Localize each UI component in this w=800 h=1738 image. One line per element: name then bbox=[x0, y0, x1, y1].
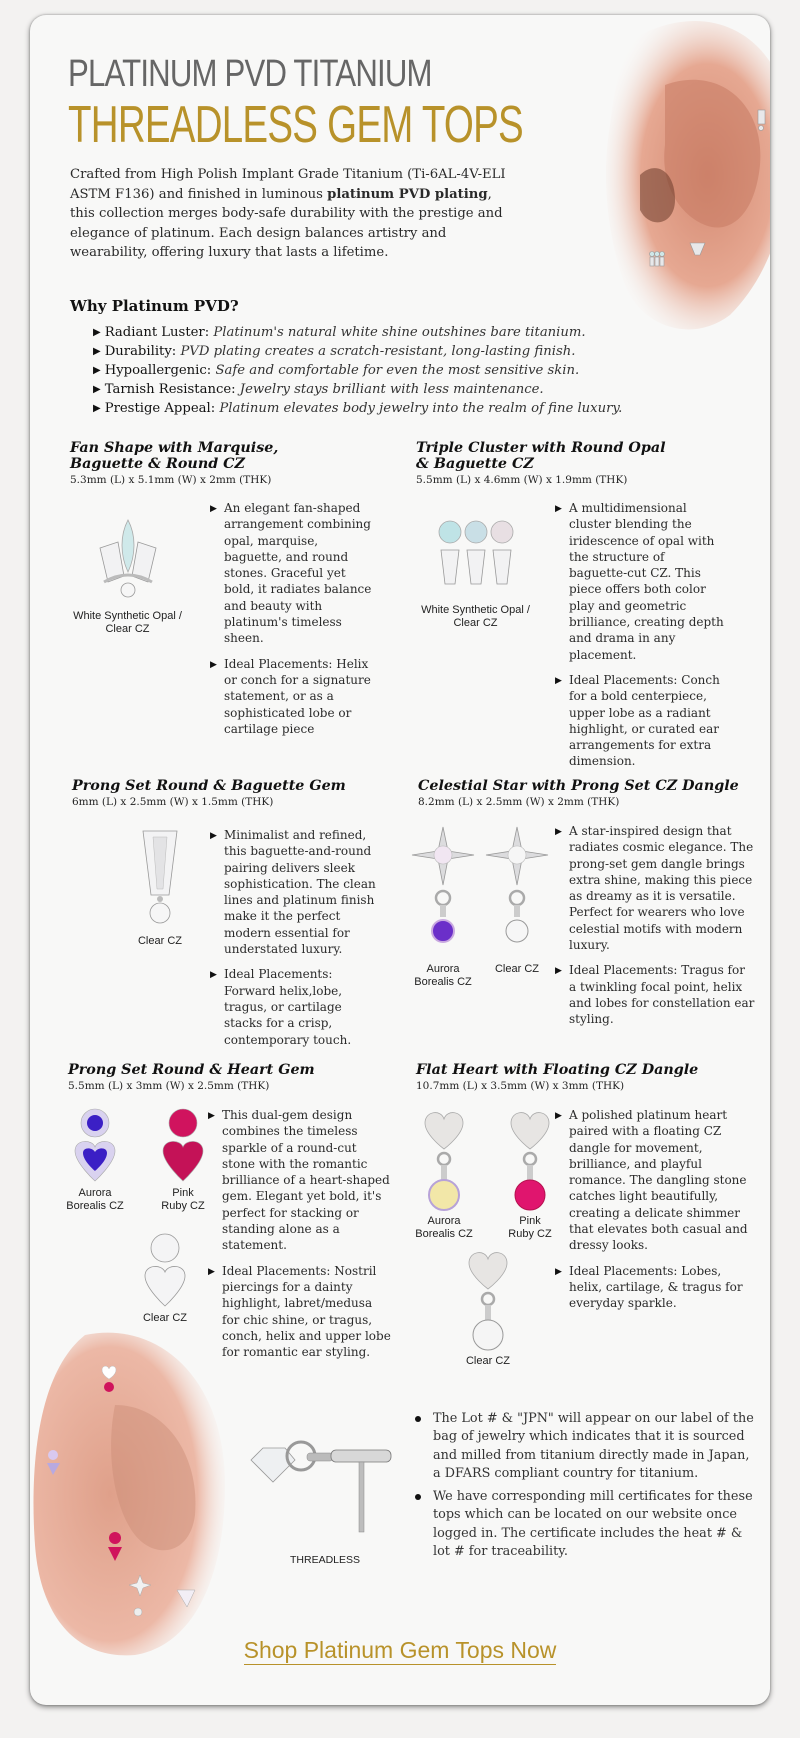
triangle-right-icon: ▶ bbox=[93, 384, 101, 395]
product-bullet bbox=[555, 1263, 755, 1312]
product-bullet bbox=[208, 1263, 393, 1361]
variant-opal-clear bbox=[413, 512, 538, 630]
variant-label-line2: Borealis CZ bbox=[66, 1200, 124, 1212]
why-desc: Jewelry stays brilliant with less maintenance. bbox=[239, 382, 544, 397]
why-desc: Platinum's natural white shine outshines bare titanium. bbox=[213, 325, 586, 340]
product-description bbox=[555, 823, 755, 1037]
triangle-right-icon: ▶ bbox=[93, 365, 101, 376]
heart-dangle-ruby-image bbox=[505, 1105, 555, 1215]
product-bullet bbox=[555, 1107, 755, 1254]
product-title-line2: & Baguette CZ bbox=[416, 456, 534, 472]
product-description bbox=[210, 500, 375, 746]
why-item bbox=[93, 380, 622, 399]
product-fan-shape bbox=[70, 440, 390, 486]
bullet-text: This dual-gem design combines the timeless sparkle of a round-cut stone with the romantic brilliance of a heart-shaped gem. Elegant yet bold, it's perfect for stacking or standing alone as a statement. bbox=[222, 1108, 390, 1253]
why-item bbox=[93, 323, 622, 342]
bullet-text: Ideal Placements: Conch for a bold centerpiece, upper lobe as a radiant highlight, or curated ear arrangements for extra dimension. bbox=[569, 672, 720, 769]
bullet-text: Ideal Placements: Nostril piercings for a dainty highlight, labret/medusa for chic shine, or tragus, conch, helix and upper lobe for romantic ear styling. bbox=[222, 1263, 391, 1360]
product-bullet bbox=[210, 500, 375, 647]
product-bullet bbox=[208, 1107, 393, 1254]
product-bullet bbox=[210, 827, 380, 957]
variant-label bbox=[408, 963, 478, 989]
triangle-right-icon: ▶ bbox=[210, 659, 217, 670]
variant-label-line1: Aurora bbox=[426, 963, 460, 975]
product-bullet bbox=[555, 823, 755, 953]
why-term: Durability: bbox=[104, 344, 177, 359]
variant-aurora-borealis bbox=[60, 1105, 130, 1213]
threadless-pin-image bbox=[245, 1420, 405, 1550]
variant-label-line1: White Synthetic Opal / bbox=[73, 610, 182, 622]
variant-label-line2: Clear CZ bbox=[105, 623, 150, 635]
triangle-right-icon: ▶ bbox=[93, 403, 101, 414]
why-term: Hypoallergenic: bbox=[104, 363, 212, 378]
product-title: Flat Heart with Floating CZ Dangle bbox=[416, 1062, 699, 1078]
product-dimensions: 5.5mm (L) x 3mm (W) x 2.5mm (THK) bbox=[68, 1080, 270, 1092]
why-list bbox=[93, 323, 622, 418]
threadless-label: THREADLESS bbox=[289, 1554, 361, 1566]
product-prong-round-baguette bbox=[72, 778, 392, 808]
intro-paragraph bbox=[70, 165, 510, 263]
variant-label-line2: Borealis CZ bbox=[415, 1228, 473, 1240]
bullet-text: Minimalist and refined, this baguette-and-round pairing delivers sleek sophistication. The clean lines and platinum finish make it the perfect modern essential for understated luxury. bbox=[224, 828, 376, 957]
why-item bbox=[93, 361, 622, 380]
product-description bbox=[210, 827, 380, 1057]
variant-label-line2: Ruby CZ bbox=[508, 1228, 552, 1240]
product-title-line1: Triple Cluster with Round Opal bbox=[416, 440, 666, 456]
triangle-right-icon: ▶ bbox=[208, 1266, 215, 1277]
variant-aurora-borealis bbox=[408, 1105, 480, 1241]
product-dimensions: 6mm (L) x 2.5mm (W) x 1.5mm (THK) bbox=[72, 796, 274, 808]
threadless-diagram bbox=[240, 1420, 410, 1567]
variant-label bbox=[413, 604, 538, 630]
why-item bbox=[93, 342, 622, 361]
product-title-line2: Baguette & Round CZ bbox=[70, 456, 245, 472]
triangle-right-icon: ▶ bbox=[555, 504, 562, 514]
info-text: The Lot # & "JPN" will appear on our label of the bag of jewelry which indicates that it is sourced and milled from titanium directly made in Japan, a DFARS compliant country for titanium. bbox=[433, 1411, 754, 1481]
variant-label: Clear CZ bbox=[137, 935, 182, 947]
product-triple-cluster bbox=[416, 440, 746, 486]
bullet-text: Ideal Placements: Lobes, helix, cartilage, & tragus for everyday sparkle. bbox=[569, 1263, 743, 1311]
info-text: We have corresponding mill certificates for these tops which can be located on our website once logged in. The certificate includes the heat # & lot # for traceability. bbox=[433, 1489, 753, 1560]
triangle-right-icon: ▶ bbox=[555, 966, 562, 977]
variant-aurora-borealis bbox=[408, 823, 478, 989]
dot-icon bbox=[415, 1494, 421, 1500]
cta-container bbox=[200, 1637, 600, 1664]
bullet-text: A polished platinum heart paired with a floating CZ dangle for movement, brilliance, and playful romance. The dangling stone catches light beautifully, creating a delicate shimmer that elevates both casual and dressy looks. bbox=[569, 1108, 748, 1253]
triangle-right-icon: ▶ bbox=[555, 675, 562, 686]
triangle-right-icon: ▶ bbox=[93, 346, 101, 357]
info-list bbox=[415, 1410, 760, 1566]
bullet-text: A star-inspired design that radiates cosmic elegance. The prong-set gem dangle brings extra shine, making this piece as dreamy as it is versatile. Perfect for wearers who love celestial motifs with modern luxury. bbox=[569, 824, 754, 953]
bullet-text: Ideal Placements: Helix or conch for a signature statement, or as a sophisticated lobe or cartilage piece bbox=[224, 656, 371, 736]
info-item bbox=[415, 1410, 760, 1483]
variant-opal-clear bbox=[65, 510, 190, 636]
triple-cluster-jewel-image bbox=[426, 512, 526, 604]
variant-label bbox=[408, 1215, 480, 1241]
why-term: Prestige Appeal: bbox=[104, 401, 216, 416]
variant-label-line2: Clear CZ bbox=[453, 617, 498, 629]
product-bullet bbox=[210, 966, 380, 1047]
bullet-text: A multidimensional cluster blending the iridescence of opal with the structure of baguette-cut CZ. This piece offers both color play and geometric brilliance, creating depth and drama in any placement. bbox=[569, 501, 724, 662]
product-bullet bbox=[210, 656, 375, 737]
product-card bbox=[30, 15, 770, 1705]
bullet-text: An elegant fan-shaped arrangement combining opal, marquise, baguette, and round stones. Graceful yet bold, it radiates balance and beauty with platinum's timeless sheen. bbox=[224, 501, 372, 646]
product-bullet bbox=[555, 672, 725, 770]
baguette-round-jewel-image bbox=[135, 825, 185, 935]
why-item bbox=[93, 399, 622, 418]
triangle-right-icon: ▶ bbox=[555, 827, 562, 837]
triangle-right-icon: ▶ bbox=[555, 1111, 562, 1121]
why-term: Tarnish Resistance: bbox=[104, 382, 236, 397]
variant-clear bbox=[110, 825, 210, 948]
variant-clear bbox=[130, 1230, 200, 1325]
ear-photo-top bbox=[490, 15, 770, 355]
why-desc: Safe and comfortable for even the most sensitive skin. bbox=[215, 363, 580, 378]
product-description bbox=[555, 500, 725, 779]
heart-dangle-aurora-image bbox=[419, 1105, 469, 1215]
intro-text-2: , this collection merges body-safe durability with the prestige and elegance of platinum. Each design balances artistry and wearability, offering luxury that lasts a lifetime. bbox=[70, 186, 503, 260]
star-dangle-aurora-image bbox=[410, 823, 476, 963]
triangle-right-icon: ▶ bbox=[208, 1111, 215, 1121]
product-bullet bbox=[555, 500, 725, 663]
bullet-text: Ideal Placements: Forward helix,lobe, tragus, or cartilage stacks for a crisp, contemporary touch. bbox=[224, 967, 352, 1047]
variant-label-line1: Aurora bbox=[427, 1215, 461, 1227]
product-title: Prong Set Round & Heart Gem bbox=[68, 1062, 315, 1078]
why-desc: PVD plating creates a scratch-resistant, long-lasting finish. bbox=[180, 344, 576, 359]
variant-label: Clear CZ bbox=[465, 1355, 510, 1367]
product-flat-heart-dangle bbox=[416, 1062, 756, 1092]
variant-label-line1: Pink bbox=[172, 1187, 194, 1199]
why-desc: Platinum elevates body jewelry into the realm of fine luxury. bbox=[219, 401, 623, 416]
product-dimensions: 5.5mm (L) x 4.6mm (W) x 1.9mm (THK) bbox=[416, 474, 628, 486]
intro-text-bold: platinum PVD plating bbox=[327, 186, 488, 202]
variant-label bbox=[65, 610, 190, 636]
product-description bbox=[208, 1107, 393, 1369]
product-title: Prong Set Round & Baguette Gem bbox=[72, 778, 346, 794]
bullet-text: Ideal Placements: Tragus for a twinkling focal point, helix and lobes for constellation ear styling. bbox=[569, 963, 755, 1027]
round-heart-clear-image bbox=[140, 1230, 190, 1312]
round-heart-aurora-image bbox=[70, 1105, 120, 1187]
product-celestial-star bbox=[418, 778, 758, 808]
triangle-right-icon: ▶ bbox=[210, 504, 217, 514]
variant-label-line2: Ruby CZ bbox=[161, 1200, 205, 1212]
shop-now-link[interactable]: Shop Platinum Gem Tops Now bbox=[243, 1637, 557, 1663]
variant-label: Clear CZ bbox=[142, 1312, 187, 1324]
round-heart-ruby-image bbox=[158, 1105, 208, 1187]
fan-shape-jewel-image bbox=[78, 510, 178, 610]
variant-label-line2: Borealis CZ bbox=[414, 976, 472, 988]
variant-label-line1: Pink bbox=[519, 1215, 541, 1227]
product-dimensions: 8.2mm (L) x 2.5mm (W) x 2mm (THK) bbox=[418, 796, 620, 808]
intro-text-1: Crafted from High Polish Implant Grade Titanium (Ti-6AL-4V-ELI ASTM F136) and finished in luminous bbox=[70, 167, 506, 202]
variant-clear bbox=[482, 823, 552, 976]
product-title bbox=[416, 440, 746, 472]
product-dimensions: 10.7mm (L) x 3.5mm (W) x 3mm (THK) bbox=[416, 1080, 625, 1092]
product-prong-round-heart bbox=[68, 1062, 388, 1092]
product-description bbox=[555, 1107, 755, 1321]
product-title bbox=[70, 440, 390, 472]
heart-dangle-clear-image bbox=[463, 1245, 513, 1355]
page-title-line2: THREADLESS GEM TOPS bbox=[68, 96, 523, 154]
product-title: Celestial Star with Prong Set CZ Dangle bbox=[418, 778, 739, 794]
product-dimensions: 5.3mm (L) x 5.1mm (W) x 2mm (THK) bbox=[70, 474, 272, 486]
product-title-line1: Fan Shape with Marquise, bbox=[70, 440, 279, 456]
triangle-right-icon: ▶ bbox=[210, 831, 217, 841]
info-item bbox=[415, 1488, 760, 1561]
variant-label bbox=[60, 1187, 130, 1213]
triangle-right-icon: ▶ bbox=[555, 1266, 562, 1277]
why-heading: Why Platinum PVD? bbox=[70, 297, 239, 315]
star-dangle-clear-image bbox=[484, 823, 550, 963]
why-term: Radiant Luster: bbox=[104, 325, 210, 340]
product-bullet bbox=[555, 962, 755, 1027]
triangle-right-icon: ▶ bbox=[210, 970, 217, 981]
dot-icon bbox=[415, 1416, 421, 1422]
triangle-right-icon: ▶ bbox=[93, 327, 101, 338]
variant-label: Clear CZ bbox=[494, 963, 539, 975]
variant-label-line1: Aurora bbox=[78, 1187, 112, 1199]
page-title-line1: PLATINUM PVD TITANIUM bbox=[68, 53, 432, 95]
variant-label-line1: White Synthetic Opal / bbox=[421, 604, 530, 616]
variant-clear bbox=[452, 1245, 524, 1368]
